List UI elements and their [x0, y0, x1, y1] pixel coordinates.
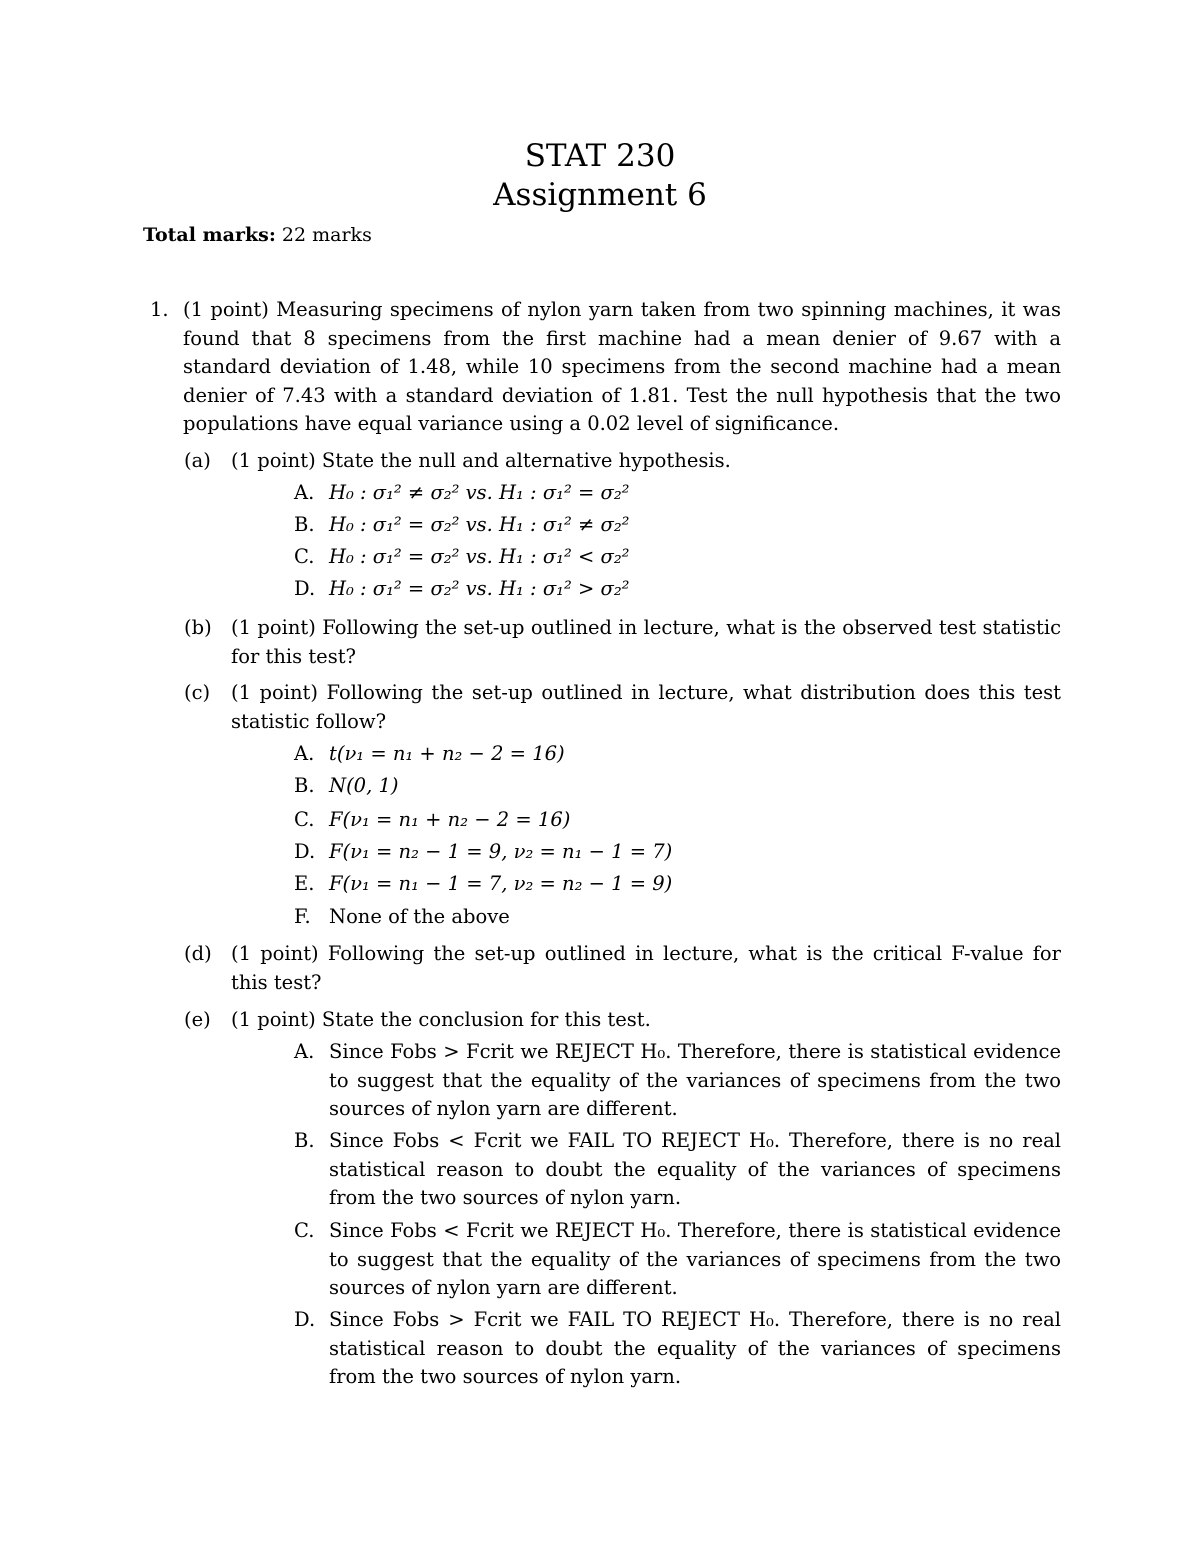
part-e-option-text: Since Fobs > Fcrit we FAIL TO REJECT H₀. Therefore, there is no real statistical reason to doubt the equality of the variances of specimens from the two sources of nylon yarn.: [329, 1308, 1061, 1389]
part-c-label: (c): [184, 681, 211, 704]
part-a-option-label: D.: [294, 577, 316, 600]
part-e-option-text: Since Fobs < Fcrit we FAIL TO REJECT H₀. Therefore, there is no real statistical reason to doubt the equality of the variances of specimens from the two sources of nylon yarn.: [329, 1129, 1061, 1210]
part-c-option-label: F.: [294, 905, 311, 928]
total-marks-label: Total marks:: [143, 224, 276, 246]
assignment-title: Assignment 6: [493, 177, 707, 213]
course-title: STAT 230: [524, 138, 676, 174]
part-d-label: (d): [184, 942, 212, 965]
part-a-label: (a): [184, 449, 211, 472]
part-a-option-label: B.: [294, 513, 315, 536]
part-c-option-text: N(0, 1): [329, 774, 399, 797]
part-c-option-text: F(ν₁ = n₁ − 1 = 7, ν₂ = n₂ − 1 = 9): [329, 872, 673, 895]
part-a-option-text: H₀ : σ₁² = σ₂² vs. H₁ : σ₁² < σ₂²: [329, 545, 630, 568]
part-b-label: (b): [184, 616, 212, 639]
part-a-option-label: C.: [294, 545, 315, 568]
part-e-option-label: A.: [294, 1040, 315, 1063]
part-c-option-label: B.: [294, 774, 315, 797]
part-a-option-text: H₀ : σ₁² = σ₂² vs. H₁ : σ₁² ≠ σ₂²: [329, 513, 630, 536]
part-e-text: (1 point) State the conclusion for this test.: [231, 1008, 651, 1031]
part-c-option-text: t(ν₁ = n₁ + n₂ − 2 = 16): [329, 742, 565, 765]
part-a-option-label: A.: [294, 481, 315, 504]
part-d-text: (1 point) Following the set-up outlined in lecture, what is the critical F-value for this test?: [231, 942, 1061, 994]
part-c-option-text: F(ν₁ = n₂ − 1 = 9, ν₂ = n₁ − 1 = 7): [329, 840, 673, 863]
part-c-option-text: F(ν₁ = n₁ + n₂ − 2 = 16): [329, 808, 571, 831]
part-e-option-label: C.: [294, 1219, 315, 1242]
part-e-option-text: Since Fobs < Fcrit we REJECT H₀. Therefore, there is statistical evidence to suggest that the equality of the variances of specimens from the two sources of nylon yarn are different.: [329, 1219, 1061, 1300]
part-b-text: (1 point) Following the set-up outlined in lecture, what is the observed test statistic for this test?: [231, 616, 1061, 668]
part-e-label: (e): [184, 1008, 211, 1031]
total-marks-value: 22 marks: [281, 224, 372, 246]
question-number: 1.: [150, 298, 169, 321]
part-a-text: (1 point) State the null and alternative hypothesis.: [231, 449, 731, 472]
part-c-option-label: E.: [294, 872, 315, 895]
part-c-option-text: None of the above: [329, 905, 510, 928]
total-marks: [143, 224, 372, 246]
part-e-option-label: B.: [294, 1129, 315, 1152]
part-e-option-label: D.: [294, 1308, 316, 1331]
part-c-option-label: C.: [294, 808, 315, 831]
part-c-text: (1 point) Following the set-up outlined in lecture, what distribution does this test statistic follow?: [231, 681, 1061, 733]
question-text: (1 point) Measuring specimens of nylon yarn taken from two spinning machines, it was found that 8 specimens from the first machine had a mean denier of 9.67 with a standard deviation of 1.48, while 10 specimens from the second machine had a mean denier of 7.43 with a standard deviation of 1.81. Test the null hypothesis that the two populations have equal variance using a 0.02 level of significance.: [183, 298, 1061, 436]
part-c-option-label: A.: [294, 742, 315, 765]
part-c-option-label: D.: [294, 840, 316, 863]
part-a-option-text: H₀ : σ₁² = σ₂² vs. H₁ : σ₁² > σ₂²: [329, 577, 630, 600]
part-e-option-text: Since Fobs > Fcrit we REJECT H₀. Therefore, there is statistical evidence to suggest that the equality of the variances of specimens from the two sources of nylon yarn are different.: [329, 1040, 1061, 1121]
part-a-option-text: H₀ : σ₁² ≠ σ₂² vs. H₁ : σ₁² = σ₂²: [329, 481, 630, 504]
